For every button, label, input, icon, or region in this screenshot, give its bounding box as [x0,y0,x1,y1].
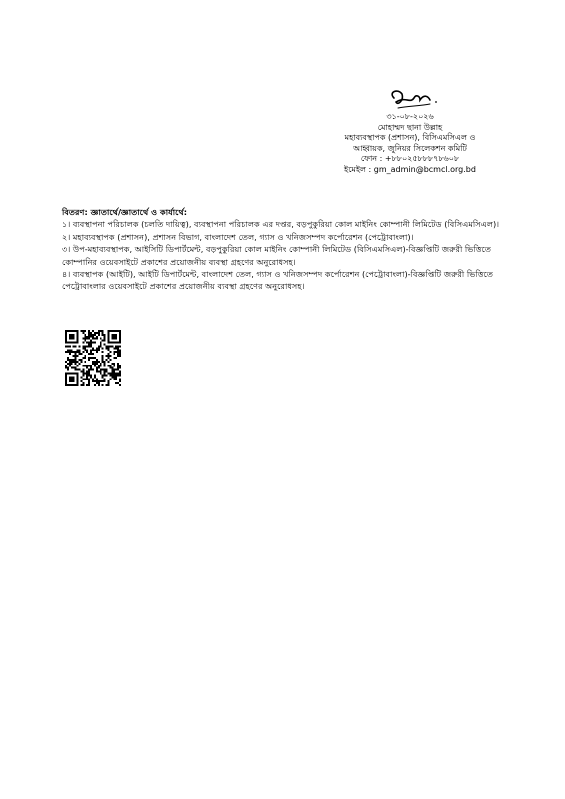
qr-code [65,330,121,386]
distribution-item: ১। ব্যবস্থাপনা পরিচালক (চলতি দায়িত্ব), ব্যবস্থাপনা পরিচালক এর দপ্তর, বড়পুকুরিয়া কোল মাইনিং কোম্পানী লিমিটেড (বিসিএমসিএল)। [62,219,500,230]
distribution-item: ৪। ব্যবস্থাপক (আইটি), আইটি ডিপার্টমেন্ট, বাংলাদেশ তেল, গ্যাস ও খনিজসম্পদ কর্পোরেশন (পেট্রোবাংলা)-বিজ্ঞপ্তিটি জরুরী ভিত্তিতে পেট্রোবাংলার ওয়েবসাইটে প্রকাশের প্রয়োজনীয় ব্যবস্থা গ্রহণের অনুরোধসহ। [62,269,493,292]
signatory-email: ইমেইল : gm_admin@bcmcl.org.bd [344,164,476,174]
signature-date: ৩১-০৮-২০২৬ [386,112,434,121]
distribution-title: বিতরণ: জ্ঞাতার্থে/জ্ঞাতার্থে ও কার্যার্থে: [62,207,188,217]
signatory-designation: মহাব্যবস্থাপক (প্রশাসন), বিসিএমসিএল ও [344,133,476,142]
distribution-item: ৩। উপ-মহাব্যবস্থাপক, আইসিটি ডিপার্টমেন্ট, বড়পুকুরিয়া কোল মাইনিং কোম্পানী লিমিটেড (বিসিএমসিএল)-বিজ্ঞপ্তিটি জরুরী ভিত্তিতে কোম্পানির ওয়েবসাইটে প্রকাশের প্রয়োজনীয় ব্যবস্থা গ্রহণের অনুরোধসহ। [62,244,491,267]
signatory-phone: ফোন : +৮৮০২৫৮৮৮৭৮৬০৮ [360,154,460,163]
signatory-role: আহ্বায়ক, জুনিয়র সিলেকশন কমিটি [353,143,467,153]
distribution-section [62,206,522,293]
signatory-name: মোহাম্মদ ছানা উল্লাহ [377,122,443,132]
distribution-item: ২। মহাব্যবস্থাপক (প্রশাসন), প্রশাসন বিভাগ, বাংলাদেশ তেল, গ্যাস ও খনিজসম্পদ কর্পোরেশন (পেট্রোবাংলা)। [62,231,414,242]
signatory-block [310,112,510,175]
